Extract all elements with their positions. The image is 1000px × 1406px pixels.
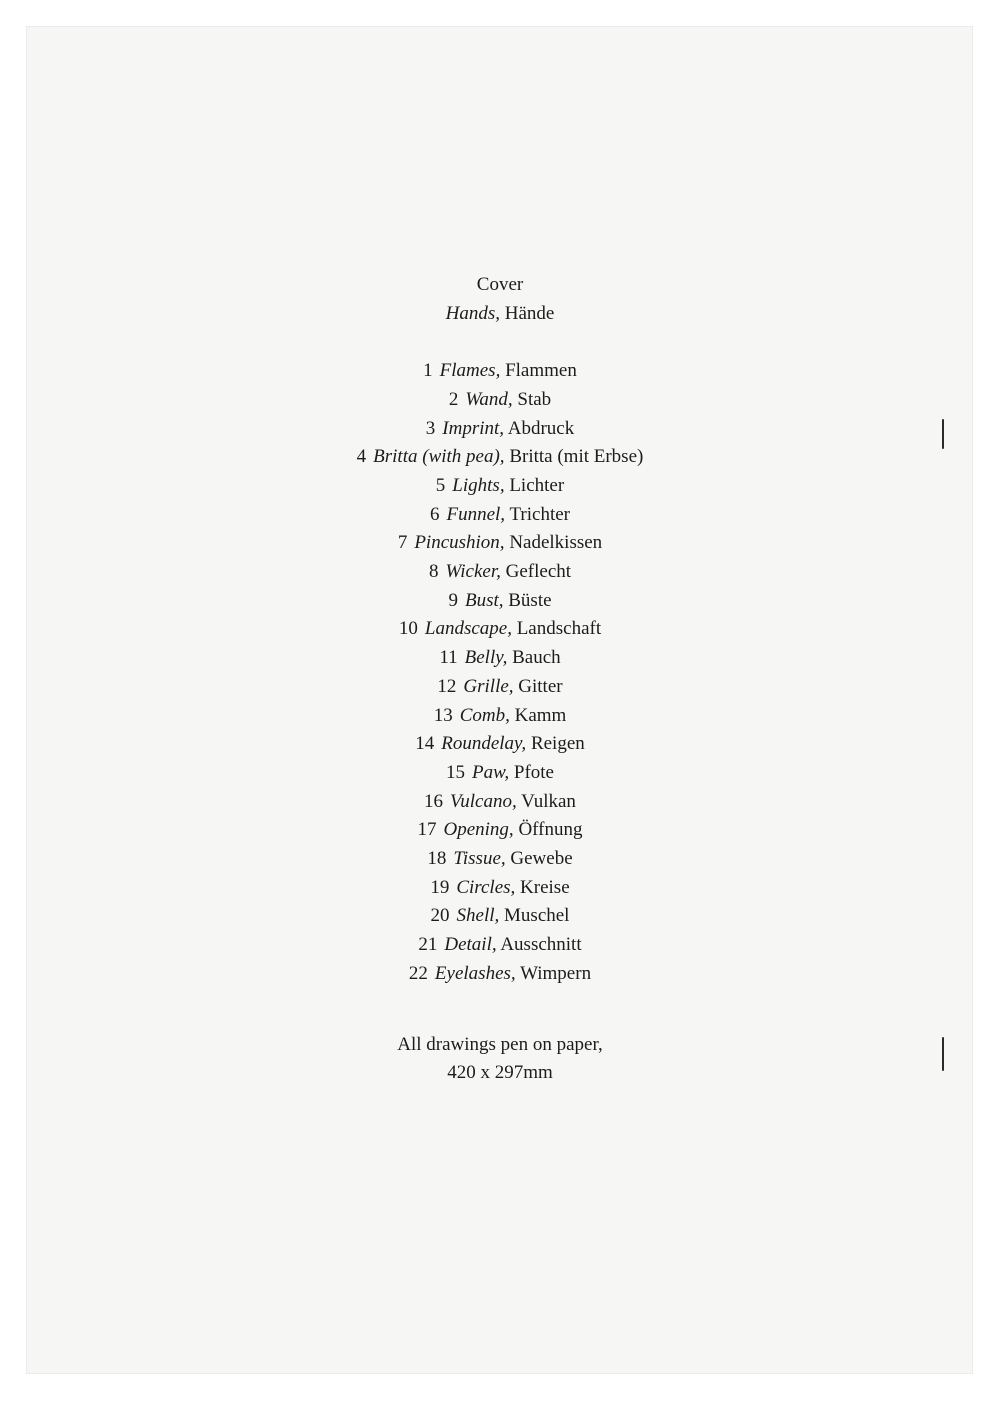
- list-item: [0, 759, 1000, 788]
- list-item: [0, 931, 1000, 960]
- size-note: 420 x 297mm: [447, 1062, 553, 1084]
- entry-number: 9: [448, 589, 458, 611]
- list-item: [0, 415, 1000, 444]
- entry-number: 1: [423, 360, 433, 382]
- spacer: [0, 989, 1000, 1031]
- entry-title-en: Flames,: [439, 360, 501, 382]
- entry-title-en: Comb,: [459, 704, 510, 726]
- entry-title-de: Gitter: [518, 675, 563, 697]
- list-item: [0, 702, 1000, 731]
- entry-title-en: Eyelashes,: [434, 962, 516, 984]
- entry-title-de: Flammen: [505, 360, 577, 382]
- entry-title-en: Pincushion,: [414, 532, 505, 554]
- entry-title-en: Bust,: [464, 589, 504, 611]
- entry-title-en: Funnel,: [446, 503, 506, 525]
- entry-number: 20: [430, 905, 450, 927]
- list-item: [0, 902, 1000, 931]
- list-item: [0, 357, 1000, 386]
- entry-title-en: Detail,: [444, 934, 497, 956]
- entry-title-de: Ausschnitt: [500, 934, 582, 956]
- entry-title-de: Kreise: [520, 876, 570, 898]
- contents-list: [0, 271, 1000, 1088]
- entry-number: 17: [417, 819, 437, 841]
- entry-title-de: Muschel: [504, 905, 570, 927]
- list-item: [0, 615, 1000, 644]
- medium-note: All drawings pen on paper,: [397, 1033, 603, 1055]
- entry-title-en: Circles,: [456, 876, 516, 898]
- entry-title-en: Belly,: [464, 647, 508, 669]
- entry-title-en: Wicker,: [445, 561, 501, 583]
- entry-title-de: Öffnung: [518, 819, 583, 841]
- entry-title-en: Britta (with pea),: [373, 446, 505, 468]
- entry-number: 13: [433, 704, 453, 726]
- list-item: [0, 644, 1000, 673]
- entry-number: 6: [429, 503, 440, 525]
- cover-title-de: Hände: [504, 302, 555, 324]
- list-item: [0, 788, 1000, 817]
- list-item: [0, 529, 1000, 558]
- entry-title-de: Lichter: [509, 474, 565, 496]
- entry-number: 8: [428, 561, 439, 583]
- entry-title-de: Abdruck: [507, 417, 575, 439]
- entry-title-de: Gewebe: [510, 848, 573, 870]
- entry-number: 11: [439, 647, 458, 669]
- entry-title-de: Trichter: [509, 503, 571, 525]
- cover-title: [0, 300, 1000, 329]
- entry-number: 16: [424, 790, 444, 812]
- list-item: [0, 845, 1000, 874]
- entry-title-en: Landscape,: [424, 618, 512, 640]
- list-item: [0, 960, 1000, 989]
- entry-title-de: Nadelkissen: [509, 532, 603, 554]
- entry-title-de: Britta (mit Erbse): [509, 446, 644, 468]
- list-item: [0, 816, 1000, 845]
- entry-title-en: Tissue,: [453, 848, 506, 870]
- entry-title-de: Pfote: [513, 761, 554, 783]
- entry-number: 19: [430, 876, 450, 898]
- entry-title-de: Vulkan: [521, 790, 576, 812]
- entry-number: 18: [427, 848, 447, 870]
- entry-number: 22: [408, 962, 428, 984]
- entry-title-en: Paw,: [472, 761, 510, 783]
- entry-title-de: Landschaft: [516, 618, 602, 640]
- spacer: [0, 328, 1000, 357]
- entry-title-en: Grille,: [463, 675, 514, 697]
- entry-title-en: Roundelay,: [441, 733, 527, 755]
- entry-title-en: Shell,: [456, 905, 500, 927]
- list-item: [0, 386, 1000, 415]
- list-item: [0, 587, 1000, 616]
- cover-heading: Cover: [476, 274, 524, 295]
- entry-title-de: Büste: [508, 589, 552, 611]
- entry-title-de: Geflecht: [505, 561, 572, 583]
- entry-title-de: Kamm: [514, 704, 567, 726]
- entry-title-de: Wimpern: [520, 962, 592, 984]
- entry-title-en: Vulcano,: [450, 790, 517, 812]
- entry-number: 12: [437, 675, 457, 697]
- entry-title-en: Imprint,: [442, 417, 505, 439]
- entry-title-en: Wand,: [465, 388, 513, 410]
- entry-number: 7: [397, 532, 408, 554]
- entry-number: 21: [418, 934, 438, 956]
- list-item: [0, 874, 1000, 903]
- list-item: [0, 472, 1000, 501]
- entry-number: 3: [425, 417, 436, 439]
- entry-number: 5: [435, 474, 446, 496]
- entry-list: [0, 357, 1000, 988]
- list-item: [0, 501, 1000, 530]
- entry-title-en: Lights,: [452, 474, 505, 496]
- entry-title-en: Opening,: [443, 819, 514, 841]
- cover-title-en: Hands,: [445, 302, 501, 324]
- entry-number: 15: [446, 761, 465, 783]
- entry-title-de: Bauch: [512, 647, 561, 669]
- entry-number: 14: [415, 733, 435, 755]
- list-item: [0, 558, 1000, 587]
- list-item: [0, 443, 1000, 472]
- entry-title-de: Reigen: [530, 733, 585, 755]
- list-item: [0, 673, 1000, 702]
- entry-number: 4: [356, 446, 367, 468]
- entry-number: 2: [448, 388, 459, 410]
- list-item: [0, 730, 1000, 759]
- entry-number: 10: [398, 618, 418, 640]
- entry-title-de: Stab: [517, 388, 552, 410]
